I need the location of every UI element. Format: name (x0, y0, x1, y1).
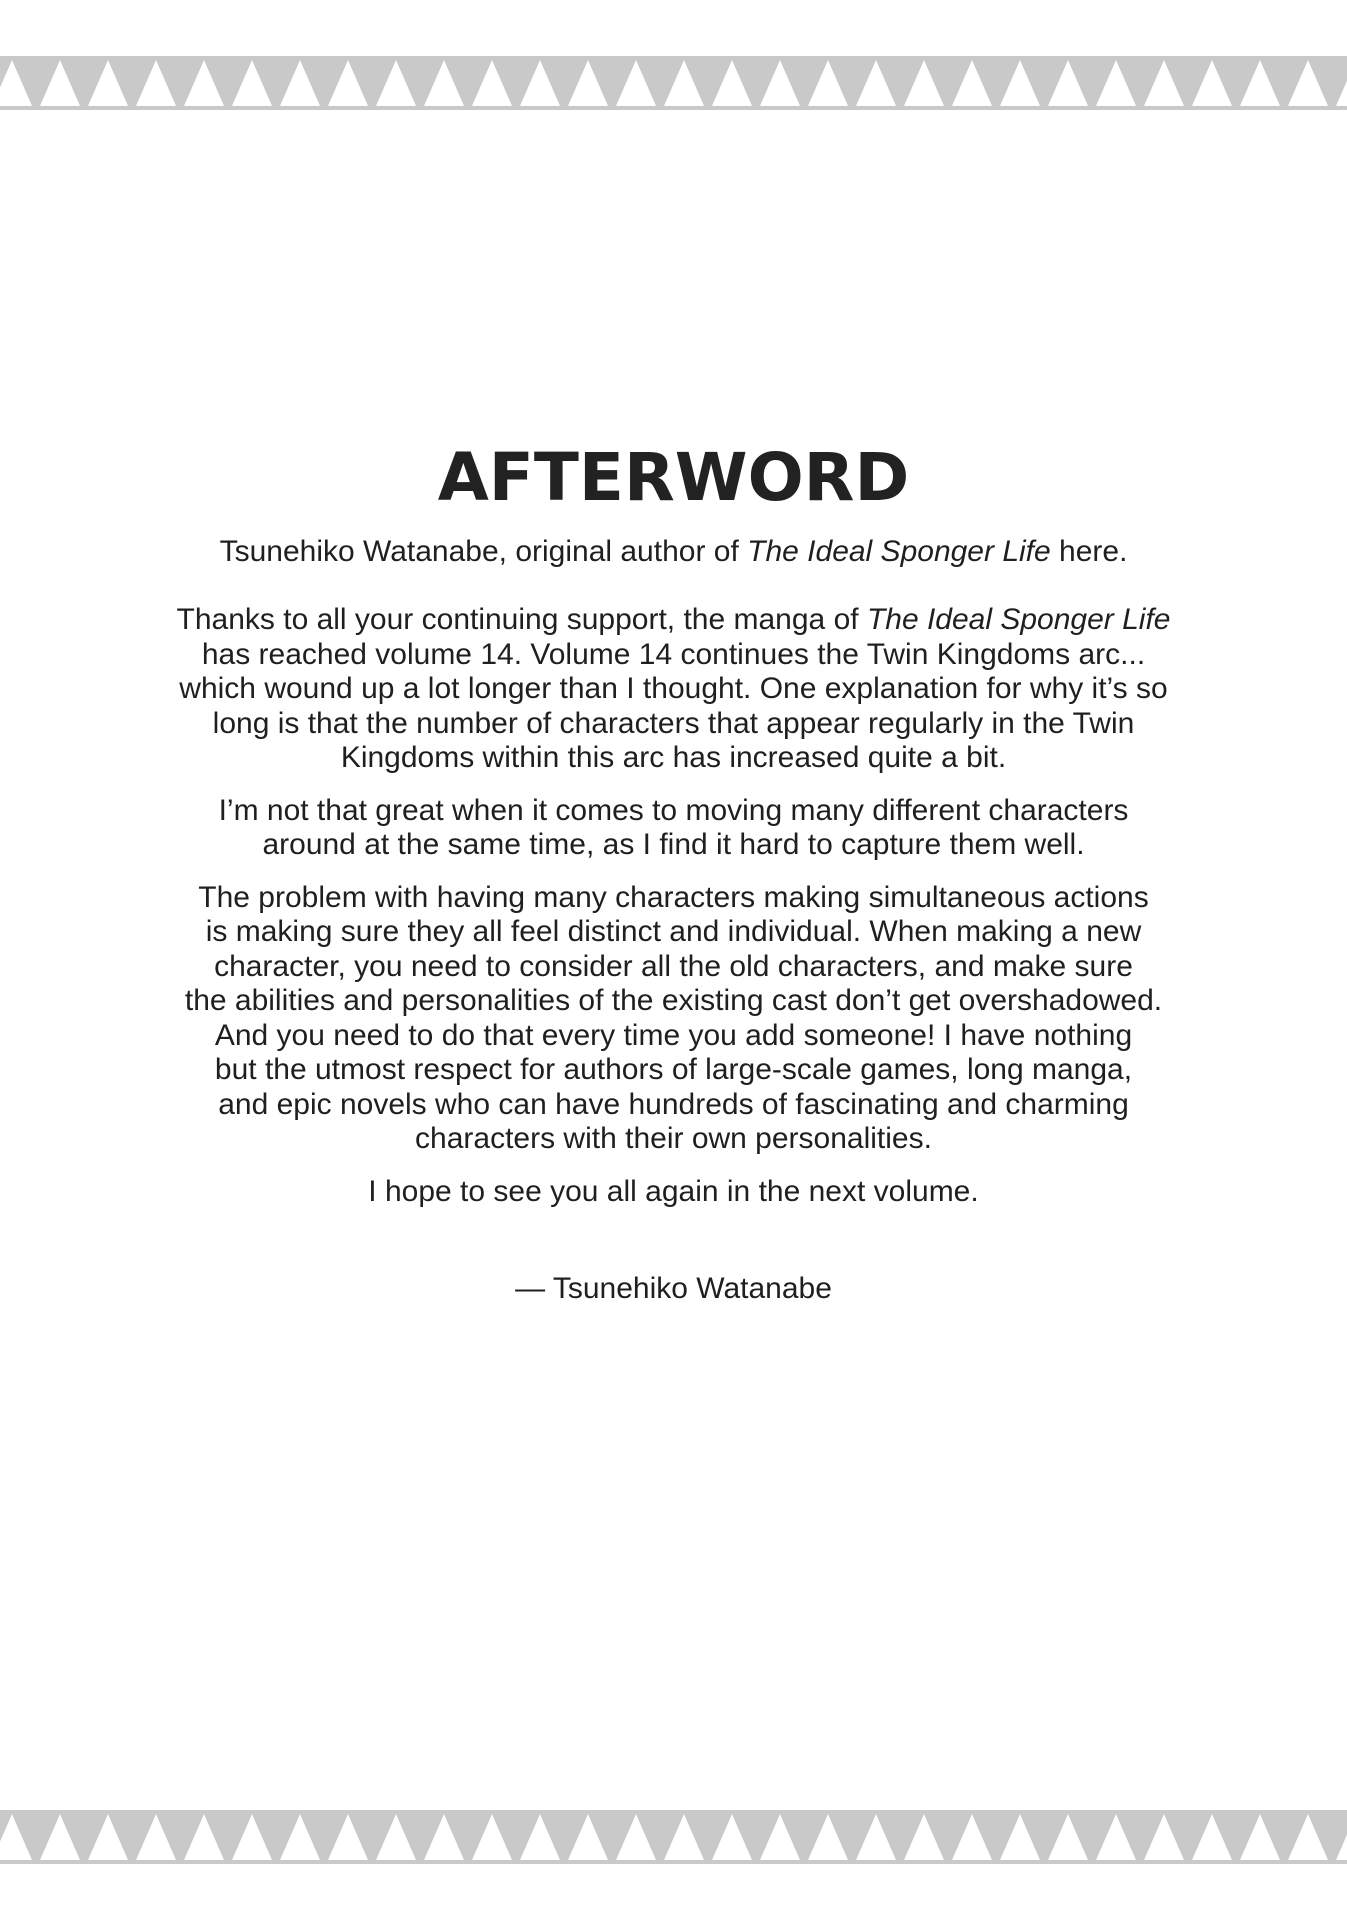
p2-line2: around at the same time, as I find it hard to capture them well. (262, 828, 1085, 862)
top-triangle-border (0, 56, 1347, 110)
p3-line6: but the utmost respect for authors of large-scale games, long manga, (214, 1053, 1133, 1087)
p1-line1: Thanks to all your continuing support, the manga of (176, 603, 867, 637)
intro-text-after: here. (1050, 534, 1128, 568)
p1-line4: long is that the number of characters that appear regularly in the Twin (212, 706, 1135, 740)
top-border-pattern (0, 56, 1347, 110)
paragraph-support (74, 603, 1274, 776)
p1-line5: Kingdoms within this arc has increased quite a bit. (340, 741, 1007, 775)
paragraph-problem (74, 881, 1274, 1157)
bottom-border-pattern (0, 1810, 1347, 1864)
p3-line4: the abilities and personalities of the existing cast don’t get overshadowed. (184, 984, 1163, 1018)
p1-book-title: The Ideal Sponger Life (866, 603, 1171, 637)
bottom-triangle-border (0, 1810, 1347, 1864)
p3-line8: characters with their own personalities. (415, 1122, 932, 1156)
p3-line7: and epic novels who can have hundreds of fascinating and charming (218, 1087, 1129, 1121)
paragraph-closing (74, 1175, 1274, 1210)
p3-line1: The problem with having many characters making simultaneous actions (198, 880, 1149, 914)
paragraph-characters (74, 794, 1274, 863)
intro-book-title: The Ideal Sponger Life (747, 534, 1051, 568)
p4-line1: I hope to see you all again in the next volume. (368, 1174, 979, 1208)
p3-line2: is making sure they all feel distinct and individual. When making a new (205, 915, 1142, 949)
p1-line2: has reached volume 14. Volume 14 continues the Twin Kingdoms arc... (201, 637, 1146, 671)
intro-text-before: Tsunehiko Watanabe, original author of (219, 534, 748, 568)
intro-paragraph (74, 535, 1274, 570)
p1-line3: which wound up a lot longer than I thought. One explanation for why it’s so (179, 672, 1168, 706)
author-signature: — Tsunehiko Watanabe (515, 1272, 832, 1306)
p3-line3: character, you need to consider all the old characters, and make sure (214, 949, 1133, 983)
p2-line1: I’m not that great when it comes to moving many different characters (218, 793, 1129, 827)
page-title: AFTERWORD (437, 439, 910, 516)
p3-line5: And you need to do that every time you add someone! I have nothing (214, 1018, 1133, 1052)
afterword-page (0, 420, 1347, 1337)
